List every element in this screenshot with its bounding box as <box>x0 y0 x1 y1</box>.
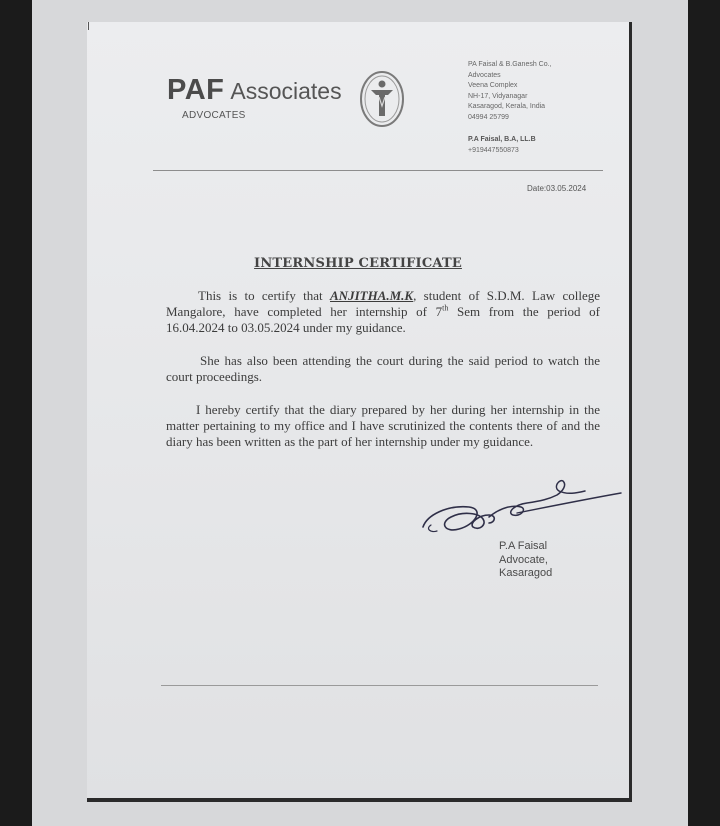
signatory-name: P.A Faisal <box>499 540 548 552</box>
address-line: Veena Complex <box>468 82 518 90</box>
corner-mark <box>88 22 89 30</box>
p1-intro: This is to certify that <box>198 288 331 303</box>
footer-divider <box>161 685 598 686</box>
firm-contact <box>468 135 536 156</box>
certificate-title: INTERNSHIP CERTIFICATE <box>254 256 462 271</box>
firm-logo <box>167 74 342 107</box>
certificate-page <box>87 22 632 802</box>
logo-advocates-text: ADVOCATES <box>182 110 246 121</box>
header-divider <box>153 170 603 171</box>
address-line: NH-17, Vidyanagar <box>468 92 528 100</box>
firm-address <box>468 60 552 124</box>
p1-middle: , student of S.D.M. Law college Mangalore, have completed her internship of 7 <box>166 288 600 319</box>
ordinal-suffix: th <box>442 303 449 313</box>
certificate-date: Date:03.05.2024 <box>527 184 587 193</box>
logo-paf-text: PAF <box>167 74 225 106</box>
signatory-role: Advocate, <box>499 553 548 566</box>
p1-end: Sem from the period of 16.04.2024 to 03.05.2024 under my guidance. <box>166 304 600 335</box>
address-line: 04994 25799 <box>468 113 509 121</box>
paragraph-certify <box>166 288 600 336</box>
paragraph-diary: I hereby certify that the diary prepared by her during her internship in the matter pertaining to my office and I have scrutinized the contents there of and the diary has been written as the part of her internship under my guidance. <box>166 402 600 449</box>
signatory-details <box>499 540 552 581</box>
advocate-emblem-icon <box>358 70 406 128</box>
contact-name: P.A Faisal, B.A, LL.B <box>468 136 536 143</box>
address-line: Advocates <box>468 71 501 79</box>
handwritten-signature <box>417 477 622 547</box>
signatory-place: Kasaragod <box>499 567 553 579</box>
student-name: ANJITHA.M.K <box>330 288 414 303</box>
contact-phone: +919447550873 <box>468 146 519 154</box>
address-line: Kasaragod, Kerala, India <box>468 103 546 111</box>
address-line: PA Faisal & B.Ganesh Co., <box>468 61 552 68</box>
paragraph-court: She has also been attending the court during the said period to watch the court proceedings. <box>166 353 600 384</box>
logo-associates-text: Associates <box>230 78 342 104</box>
